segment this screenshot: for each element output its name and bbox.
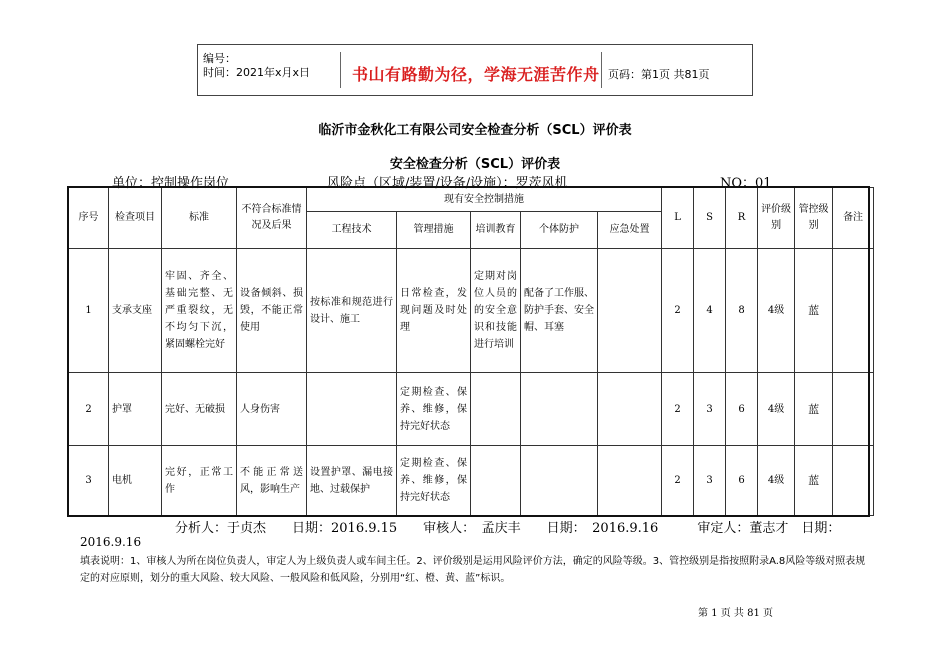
header-l: L	[662, 188, 694, 249]
cell-r: 6	[726, 446, 758, 516]
header-mgmt: 管理措施	[397, 212, 471, 249]
header-item: 检查项目	[109, 188, 162, 249]
cell-ctrl: 蓝	[795, 446, 833, 516]
header-divider	[601, 52, 602, 88]
header-eng: 工程技术	[307, 212, 397, 249]
cell-mgmt: 日常检查，发现问题及时处理	[397, 249, 471, 373]
cell-r: 6	[726, 373, 758, 446]
cell-ppe	[521, 373, 598, 446]
cell-eng: 设置护罩、漏电接地、过载保护	[307, 446, 397, 516]
cell-s: 4	[694, 249, 726, 373]
header-divider	[340, 52, 341, 88]
time-label: 时间：2021年x月x日	[203, 66, 311, 79]
header-s: S	[694, 188, 726, 249]
form-title: 安全检查分析（SCL）评价表	[389, 157, 561, 172]
form-notes: 填表说明：1、审核人为所在岗位负责人，审定人为上级负责人或车间主任。2、评价级别是运用风险评价方法，确定的风险等级。3、管控级别是指按照附录A.8风险等级对照表规定的对应原则，划分的重大风险、较大风险、一般风险和低风险，分别用“红、橙、黄、蓝”标识。	[80, 556, 866, 584]
document-title: 临沂市金秋化工有限公司安全检查分析（SCL）评价表	[318, 123, 632, 138]
cell-s: 3	[694, 446, 726, 516]
header-seq: 序号	[69, 188, 109, 249]
header-ppe: 个体防护	[521, 212, 598, 249]
cell-ctrl: 蓝	[795, 373, 833, 446]
cell-l: 2	[662, 373, 694, 446]
signature-date: 2016.9.16	[80, 535, 142, 549]
cell-level: 4级	[758, 373, 795, 446]
cell-nonconform: 设备倾斜、损毁，不能正常使用	[237, 249, 307, 373]
page-footer: 第 1 页 共 81 页	[698, 608, 773, 619]
cell-standard: 完好，正常工作	[162, 446, 237, 516]
cell-seq: 3	[69, 446, 109, 516]
cell-item: 护罩	[109, 373, 162, 446]
cell-s: 3	[694, 373, 726, 446]
cell-train	[471, 446, 521, 516]
signature-line: 分析人：于贞杰 日期：2016.9.15 审核人： 孟庆丰 日期： 2016.9.16 审定人：董志才 日期：	[175, 521, 841, 536]
cell-seq: 1	[69, 249, 109, 373]
header-r: R	[726, 188, 758, 249]
cell-eng: 按标准和规范进行设计、施工	[307, 249, 397, 373]
header-emerg: 应急处置	[598, 212, 662, 249]
cell-train: 定期对岗位人员的的安全意识和技能进行培训	[471, 249, 521, 373]
table-row	[69, 446, 874, 516]
page-code: 页码：第1页 共81页	[608, 68, 710, 81]
header-remark: 备注	[833, 188, 874, 249]
header-nonconform: 不符合标准情况及后果	[237, 188, 307, 249]
cell-emerg	[598, 249, 662, 373]
cell-ppe: 配备了工作服、防护手套、安全帽、耳塞	[521, 249, 598, 373]
cell-level: 4级	[758, 446, 795, 516]
cell-ctrl: 蓝	[795, 249, 833, 373]
cell-nonconform: 不能正常送风，影响生产	[237, 446, 307, 516]
cell-seq: 2	[69, 373, 109, 446]
risk-point-label: 风险点（区域/装置/设备/设施）：罗茨风机	[327, 176, 568, 191]
cell-train	[471, 373, 521, 446]
cell-remark	[833, 249, 874, 373]
cell-remark	[833, 373, 874, 446]
header-level: 评价级别	[758, 188, 795, 249]
header-standard: 标准	[162, 188, 237, 249]
cell-standard: 完好、无破损	[162, 373, 237, 446]
motto: 书山有路勤为径，学海无涯苦作舟	[352, 65, 600, 84]
table-row	[69, 249, 874, 373]
cell-r: 8	[726, 249, 758, 373]
cell-emerg	[598, 446, 662, 516]
unit-label: 单位：控制操作岗位	[112, 176, 230, 191]
header-measures-group: 现有安全控制措施	[307, 188, 662, 212]
cell-eng	[307, 373, 397, 446]
cell-remark	[833, 446, 874, 516]
cell-emerg	[598, 373, 662, 446]
cell-ppe	[521, 446, 598, 516]
cell-nonconform: 人身伤害	[237, 373, 307, 446]
scl-evaluation-table	[68, 187, 874, 516]
cell-mgmt: 定期检查、保养、维修，保持完好状态	[397, 373, 471, 446]
cell-level: 4级	[758, 249, 795, 373]
cell-standard: 牢固、齐全、基础完整、无严重裂纹，无不均匀下沉，紧固螺栓完好	[162, 249, 237, 373]
cell-l: 2	[662, 446, 694, 516]
cell-mgmt: 定期检查、保养、维修，保持完好状态	[397, 446, 471, 516]
table-row	[69, 373, 874, 446]
form-number: NO：01	[720, 176, 772, 191]
cell-item: 电机	[109, 446, 162, 516]
cell-item: 支承支座	[109, 249, 162, 373]
header-ctrl: 管控级别	[795, 188, 833, 249]
cell-l: 2	[662, 249, 694, 373]
header-train: 培训教育	[471, 212, 521, 249]
serial-label: 编号：	[203, 52, 236, 65]
